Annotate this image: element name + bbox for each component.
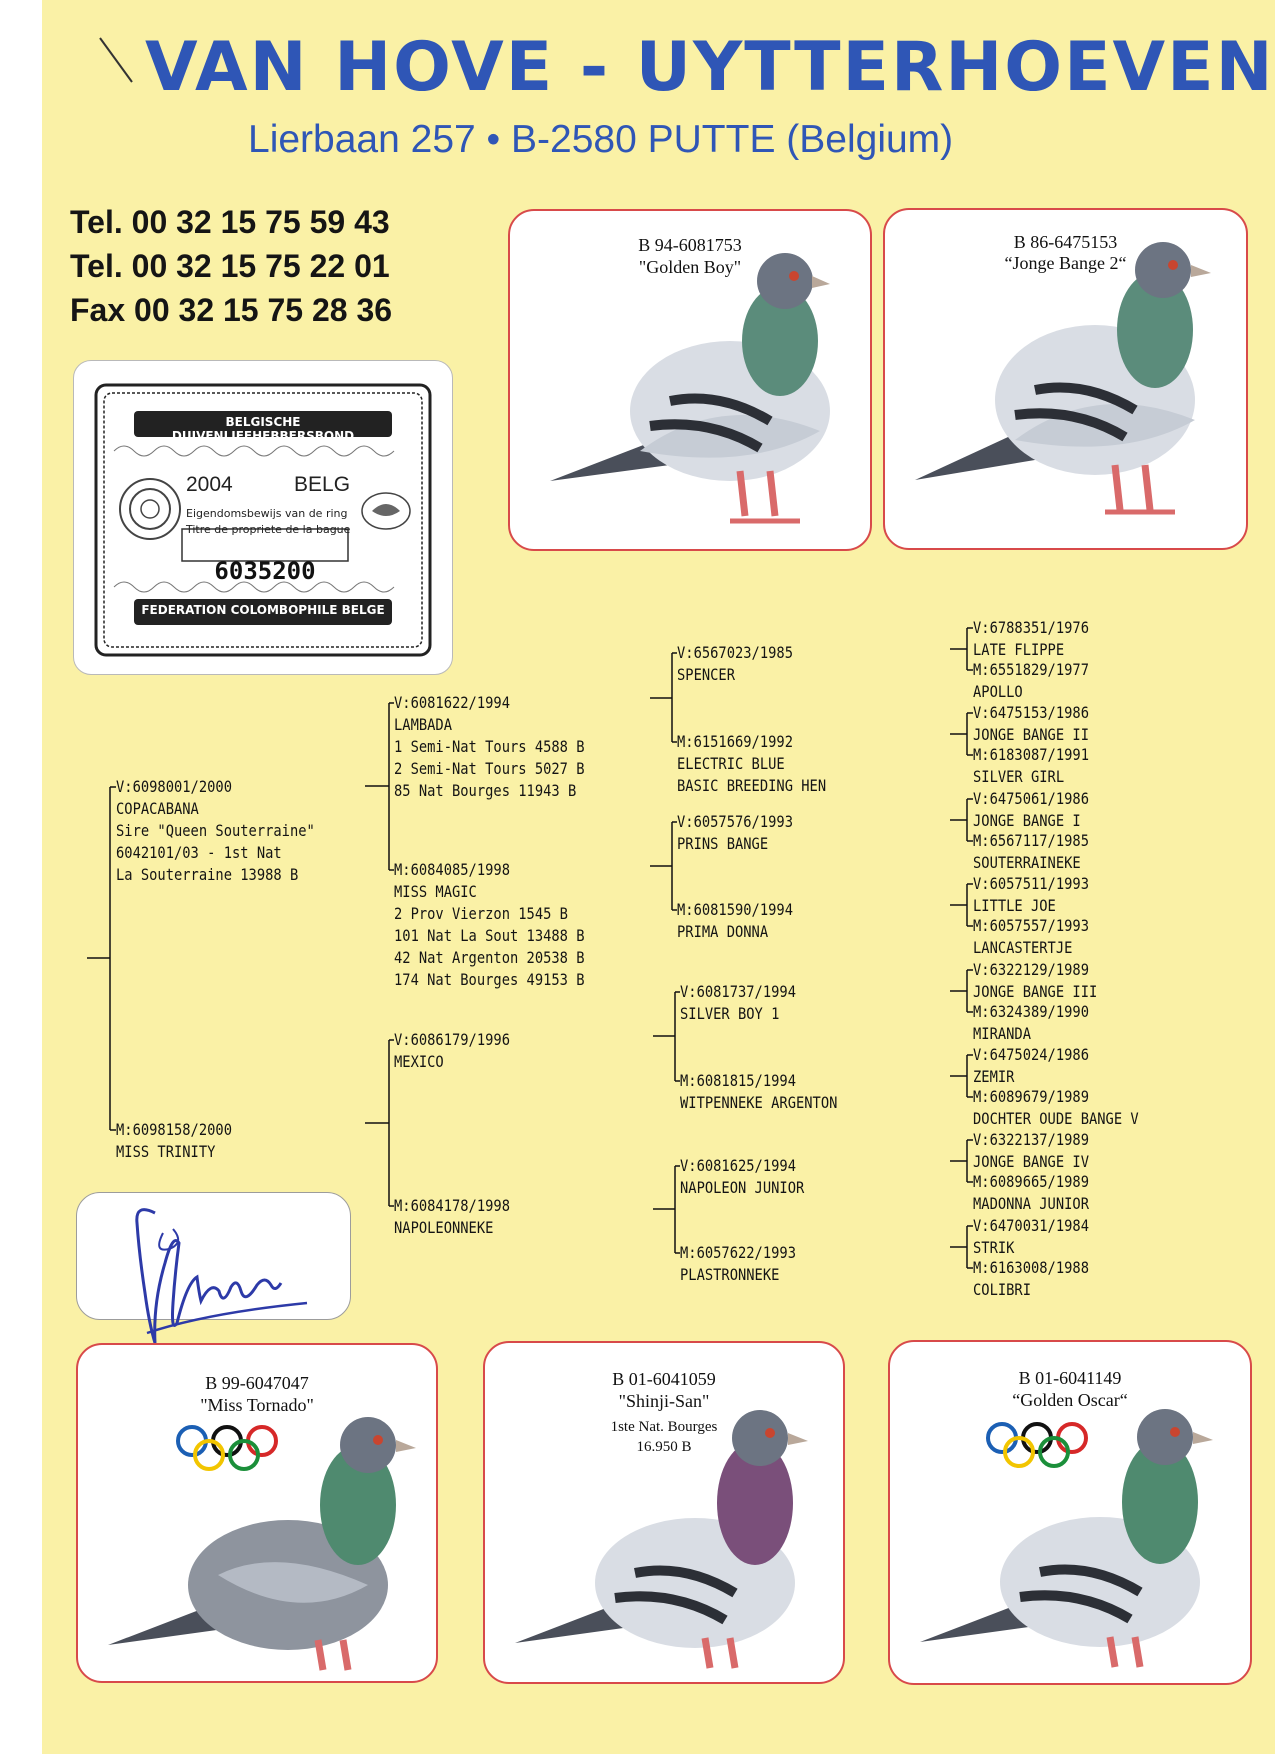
ring-number: M:6057622/1993	[680, 1243, 796, 1262]
ring-number: V:6475061/1986	[973, 789, 1089, 808]
ring-number: M:6183087/1991	[973, 745, 1089, 764]
pedigree-g3-7	[680, 1155, 804, 1199]
pigeon-name: SILVER BOY 1	[680, 1004, 780, 1023]
pigeon-illustration	[485, 1343, 845, 1684]
ring-number: V:6081622/1994	[394, 693, 510, 712]
ring-certificate	[73, 360, 453, 675]
pigeon-illustration	[890, 1342, 1252, 1685]
certificate-year: 2004	[186, 473, 233, 496]
pedigree-g3-4	[677, 899, 793, 943]
pedigree-g4-15	[973, 1215, 1089, 1259]
pedigree-g3-2	[677, 731, 826, 797]
pigeon-name: APOLLO	[973, 682, 1023, 701]
pigeon-name: JONGE BANGE IV	[973, 1152, 1089, 1171]
photo-card-miss-tornado	[76, 1343, 438, 1683]
certificate-number: 6035200	[214, 557, 316, 585]
pigeon-illustration	[78, 1345, 438, 1683]
ring-number: B 99-6047047	[205, 1373, 309, 1393]
pedigree-g4-5	[973, 788, 1089, 832]
pigeon-name: LAMBADA	[394, 715, 452, 734]
certificate-bottom-banner: FEDERATION COLOMBOPHILE BELGE	[141, 603, 385, 617]
ring-number: M:6151669/1992	[677, 732, 793, 751]
pigeon-name: SILVER GIRL	[973, 767, 1065, 786]
ring-number: V:6098001/2000	[116, 777, 232, 796]
pigeon-name: MISS TRINITY	[116, 1142, 216, 1161]
photo-card-shinji-san	[483, 1341, 845, 1684]
pedigree-g2-dam-sire	[394, 1029, 510, 1073]
pedigree-subject-sire	[116, 776, 315, 886]
signature-box	[76, 1192, 351, 1320]
pedigree-g4-11	[973, 1044, 1089, 1088]
pigeon-name: PLASTRONNEKE	[680, 1265, 780, 1284]
pigeon-name: LATE FLIPPE	[973, 640, 1065, 659]
ring-number: M:6089665/1989	[973, 1172, 1089, 1191]
pedigree-note: BASIC BREEDING HEN	[677, 776, 827, 795]
pigeon-name: SPENCER	[677, 665, 735, 684]
pedigree-g4-16	[973, 1257, 1089, 1301]
pigeon-illustration	[510, 211, 872, 551]
photo-card-jonge-bange-2	[883, 208, 1248, 550]
ring-number: M:6089679/1989	[973, 1087, 1089, 1106]
pedigree-g2-dam-dam	[394, 1195, 510, 1239]
pigeon-name: COPACABANA	[116, 799, 199, 818]
result-line-2: 16.950 B	[636, 1439, 692, 1455]
pedigree-g2-sire-dam	[394, 859, 585, 991]
certificate-top-banner: BELGISCHE DUIVENLIEFHEBBERSBOND	[171, 415, 355, 443]
pedigree-g4-4	[973, 744, 1089, 788]
pedigree-g4-14	[973, 1171, 1089, 1215]
ring-number: M:6163008/1988	[973, 1258, 1089, 1277]
photo-card-golden-boy	[508, 209, 872, 551]
pigeon-name: SOUTERRAINEKE	[973, 853, 1081, 872]
ring-number: B 86-6475153	[1013, 232, 1118, 252]
pedigree-g4-13	[973, 1129, 1089, 1173]
pedigree-g2-sire-sire	[394, 692, 585, 802]
ring-number: M:6324389/1990	[973, 1002, 1089, 1021]
ring-number: M:6084085/1998	[394, 860, 510, 879]
pedigree-g3-6	[680, 1070, 837, 1114]
ring-number: B 01-6041059	[612, 1369, 716, 1389]
pedigree-note: Sire "Queen Souterraine"	[116, 821, 315, 840]
ring-number: V:6788351/1976	[973, 618, 1089, 637]
pigeon-name: ZEMIR	[973, 1067, 1015, 1086]
pigeon-name: DOCHTER OUDE BANGE V	[973, 1109, 1139, 1128]
pigeon-name: "Miss Tornado"	[200, 1395, 314, 1415]
certificate-line-1: Eigendomsbewijs van de ring	[186, 507, 348, 520]
phone-2: Tel. 00 32 15 75 22 01	[70, 248, 390, 284]
ring-number: V:6475024/1986	[973, 1045, 1089, 1064]
ring-number: V:6567023/1985	[677, 643, 793, 662]
ring-number: V:6081737/1994	[680, 982, 796, 1001]
ring-number: M:6567117/1985	[973, 831, 1089, 850]
pigeon-name: LITTLE JOE	[973, 896, 1056, 915]
pedigree-note: La Souterraine 13988 B	[116, 865, 299, 884]
page-title: VAN HOVE - UYTTERHOEVEN	[145, 28, 1275, 107]
pigeon-name: COLIBRI	[973, 1280, 1031, 1299]
pedigree-note: 85 Nat Bourges 11943 B	[394, 781, 577, 800]
pigeon-name: JONGE BANGE I	[973, 811, 1081, 830]
pigeon-name: LANCASTERTJE	[973, 938, 1073, 957]
pedigree-note: 1 Semi-Nat Tours 4588 B	[394, 737, 585, 756]
pigeon-name: JONGE BANGE III	[973, 982, 1098, 1001]
pedigree-g4-9	[973, 959, 1097, 1003]
pedigree-note: 6042101/03 - 1st Nat	[116, 843, 282, 862]
pedigree-g4-10	[973, 1001, 1089, 1045]
certificate-country: BELG	[294, 473, 351, 496]
pigeon-name: MIRANDA	[973, 1024, 1031, 1043]
slash-mark	[98, 36, 138, 86]
pigeon-name: MADONNA JUNIOR	[973, 1194, 1089, 1213]
fax: Fax 00 32 15 75 28 36	[70, 292, 393, 328]
pedigree-g3-5	[680, 981, 796, 1025]
ring-number: M:6057557/1993	[973, 916, 1089, 935]
ring-number: V:6057576/1993	[677, 812, 793, 831]
pigeon-name: MEXICO	[394, 1052, 444, 1071]
pigeon-name: "Shinji-San"	[618, 1391, 710, 1411]
pigeon-name: "Golden Boy"	[638, 257, 742, 277]
ring-number: V:6057511/1993	[973, 874, 1089, 893]
pigeon-name: PRIMA DONNA	[677, 922, 769, 941]
ring-number: V:6322129/1989	[973, 960, 1089, 979]
pedigree-note: 42 Nat Argenton 20538 B	[394, 948, 585, 967]
pigeon-name: MISS MAGIC	[394, 882, 477, 901]
pedigree-g4-2	[973, 659, 1089, 703]
pigeon-name: “Golden Oscar“	[1012, 1390, 1128, 1410]
pigeon-name: “Jonge Bange 2“	[1004, 253, 1127, 273]
phone-1: Tel. 00 32 15 75 59 43	[70, 204, 390, 240]
photo-card-golden-oscar	[888, 1340, 1252, 1685]
pigeon-name: ELECTRIC BLUE	[677, 754, 785, 773]
ring-number: V:6086179/1996	[394, 1030, 510, 1049]
pedigree-note: 174 Nat Bourges 49153 B	[394, 970, 585, 989]
pigeon-illustration	[885, 210, 1248, 550]
pedigree-g4-3	[973, 702, 1089, 746]
ring-number: V:6470031/1984	[973, 1216, 1089, 1235]
pigeon-name: STRIK	[973, 1238, 1015, 1257]
ring-number: V:6475153/1986	[973, 703, 1089, 722]
ring-number: M:6081590/1994	[677, 900, 793, 919]
ring-number: M:6081815/1994	[680, 1071, 796, 1090]
pigeon-name: PRINS BANGE	[677, 834, 769, 853]
pedigree-g3-1	[677, 642, 793, 686]
pedigree-subject-dam	[116, 1119, 232, 1163]
pigeon-name: WITPENNEKE ARGENTON	[680, 1093, 838, 1112]
ring-number: M:6084178/1998	[394, 1196, 510, 1215]
result-line-1: 1ste Nat. Bourges	[610, 1419, 718, 1435]
pedigree-note: 2 Prov Vierzon 1545 B	[394, 904, 568, 923]
pedigree-g4-7	[973, 873, 1089, 917]
ring-number: V:6322137/1989	[973, 1130, 1089, 1149]
pedigree-g4-12	[973, 1086, 1139, 1130]
pigeon-name: NAPOLEON JUNIOR	[680, 1178, 805, 1197]
ring-number: M:6098158/2000	[116, 1120, 232, 1139]
contact-block	[70, 200, 392, 332]
address-line: Lierbaan 257 • B-2580 PUTTE (Belgium)	[248, 118, 954, 161]
pedigree-note: 2 Semi-Nat Tours 5027 B	[394, 759, 585, 778]
pedigree-g4-1	[973, 617, 1089, 661]
pedigree-g4-6	[973, 830, 1089, 874]
ring-number: B 01-6041149	[1018, 1368, 1122, 1388]
ring-number: V:6081625/1994	[680, 1156, 796, 1175]
pedigree-g3-8	[680, 1242, 796, 1286]
ring-number: M:6551829/1977	[973, 660, 1089, 679]
pedigree-note: 101 Nat La Sout 13488 B	[394, 926, 585, 945]
pedigree-g3-3	[677, 811, 793, 855]
certificate-line-2: Titre de propriete de la bague	[186, 523, 351, 536]
pigeon-name: JONGE BANGE II	[973, 725, 1089, 744]
ring-number: B 94-6081753	[638, 235, 742, 255]
pigeon-name: NAPOLEONNEKE	[394, 1218, 494, 1237]
pedigree-g4-8	[973, 915, 1089, 959]
